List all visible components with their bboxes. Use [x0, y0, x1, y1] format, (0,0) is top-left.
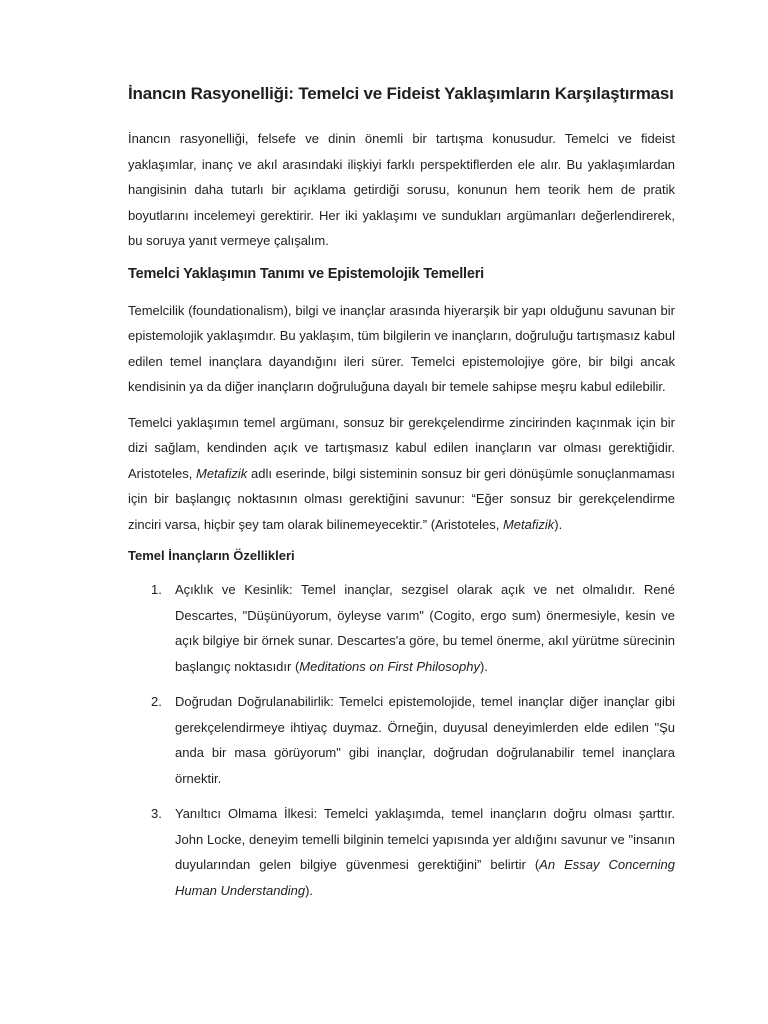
book-title-metaphysics: Metafizik: [502, 516, 555, 532]
basic-beliefs-list: [128, 577, 675, 903]
list-item: [128, 801, 675, 903]
list-item-text: Doğrudan Doğrulanabilirlik: Temelci epistemolojide, temel inançlar diğer inançlar gibi gerekçelendirmeye ihtiyaç duymaz. Örneğin, duyusal deneyimlerden elde edilen "Şu anda bir masa görüyorum" gibi inançlar, doğrudan doğrulanabilir temel inançlara örnektir.: [175, 694, 675, 786]
foundationalism-argument-paragraph: [128, 410, 675, 538]
list-item-book-title: Meditations on First Philosophy: [299, 658, 480, 674]
subsection-heading: Temel İnançların Özellikleri: [128, 548, 295, 563]
list-item: [128, 577, 675, 679]
list-item-number: 3.: [151, 806, 162, 821]
list-item-book-title: An Essay Concerning Human Understanding: [175, 857, 675, 898]
section-heading: Temelci Yaklaşımın Tanımı ve Epistemolojik Temelleri: [128, 265, 485, 282]
list-item-tail: ).: [305, 882, 314, 898]
list-item: [128, 689, 675, 791]
list-item-number: 2.: [151, 694, 162, 709]
list-item-text: Açıklık ve Kesinlik: Temel inançlar, sezgisel olarak açık ve net olmalıdır. René Descartes, "Düşünüyorum, öyleyse varım" (Cogito, ergo sum) önermesiyle, kesin ve açık bilgiye bir örnek sunar. Descartes'a göre, bu temel önerme, akıl yürütme sürecinin başlangıç noktasıdır (: [175, 582, 675, 674]
document-page: [128, 82, 675, 913]
document-title: İnancın Rasyonelliği: Temelci ve Fideist Yaklaşımların Karşılaştırması: [128, 84, 674, 103]
intro-paragraph: İnancın rasyonelliği, felsefe ve dinin önemli bir tartışma konusudur. Temelci ve fideist yaklaşımlar, inanç ve akıl arasındaki ilişkiyi farklı perspektiflerden ele alır. Bu yaklaşımlardan hangisinin daha tutarlı bir açıklama getirdiği sorusu, konunun hem teorik hem de pratik boyutlarını incelemeyi gerektirir. Her iki yaklaşımı ve sundukları argümanları değerlendirerek, bu soruya yanıt vermeye çalışalım.: [128, 131, 675, 248]
list-item-number: 1.: [151, 582, 162, 597]
list-item-text: Yanıltıcı Olmama İlkesi: Temelci yaklaşımda, temel inançların doğru olması şarttır. John Locke, deneyim temelli bilginin temelci yapısında yer aldığını savunur ve "insanın duyularından gelen bilgiye güvenmesi gerektiğini” belirtir (: [175, 806, 675, 872]
list-item-tail: ).: [479, 658, 488, 674]
foundationalism-definition-paragraph: Temelcilik (foundationalism), bilgi ve inançlar arasında hiyerarşik bir yapı olduğunu savunan bir epistemolojik yaklaşımdır. Bu yaklaşım, tüm bilgilerin ve inançların, doğruluğu tartışmasız kabul edilen temel inançlara dayandığını ileri sürer. Temelci epistemolojiye göre, bir bilgi ancak kendisinin ya da diğer inançların doğruluğuna dayalı bir temele sahipse meşru kabul edilebilir.: [128, 302, 675, 394]
paragraph-text: ).: [554, 516, 563, 532]
book-title-metaphysics: Metafizik: [196, 465, 248, 481]
paragraph-text: adlı eserinde, bilgi sisteminin sonsuz bir geri dönüşümle sonuçlanmaması için bir başlangıç noktasının olması gerektiğini savunur: “Eğer sonsuz bir gerekçelendirme zinciri varsa, hiçbir şey tam olarak bilinemeyecektir.” (Aristoteles,: [128, 465, 676, 532]
paragraph-text: Temelci yaklaşımın temel argümanı, sonsuz bir gerekçelendirme zincirinden kaçınmak için bir dizi sağlam, kendinden açık ve tartışmasız kabul edilen inançların var olması gerektiğidir. Aristoteles,: [128, 414, 675, 481]
